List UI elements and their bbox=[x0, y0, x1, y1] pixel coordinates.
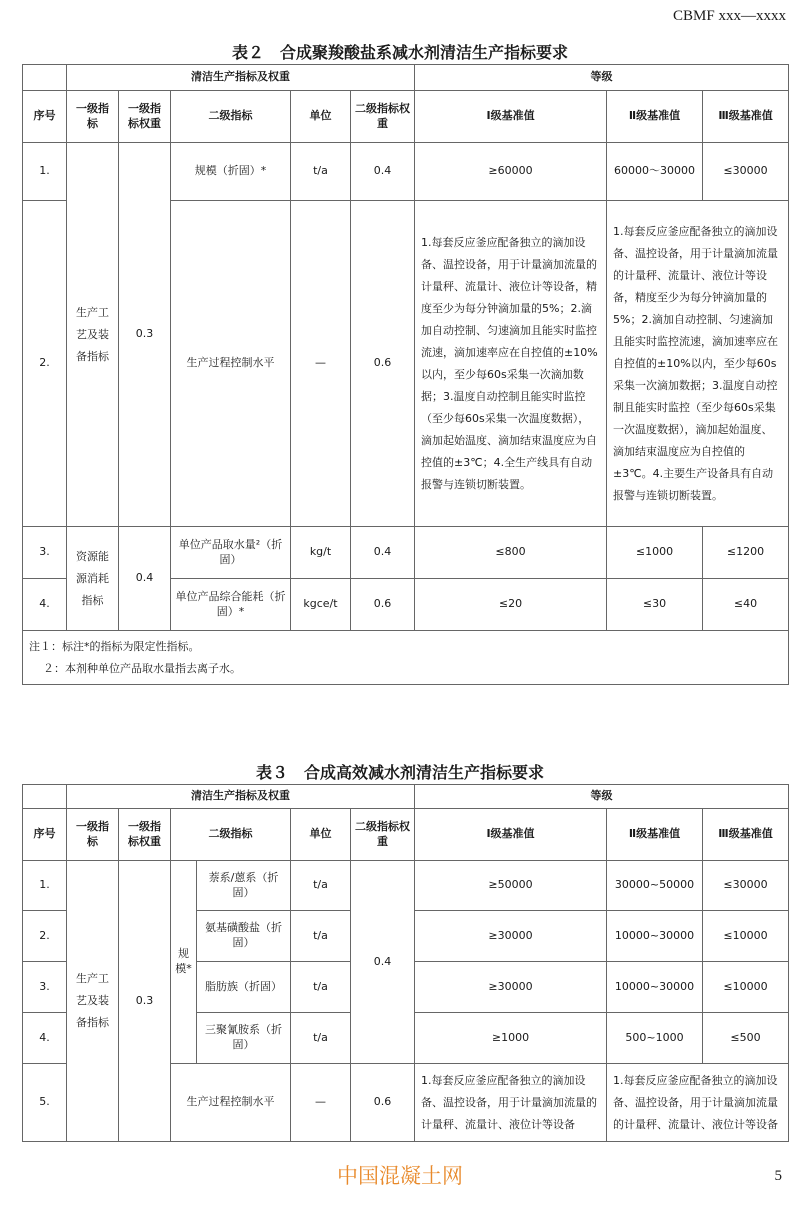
table2-grade-group-header: 等级 bbox=[415, 65, 789, 91]
table2 bbox=[22, 64, 789, 685]
grade2-value: 10000~30000 bbox=[607, 911, 703, 962]
table3-col-unit: 单位 bbox=[291, 809, 351, 861]
table2-notes bbox=[23, 631, 789, 685]
secondary-weight: 0.6 bbox=[351, 579, 415, 631]
unit: — bbox=[291, 1064, 351, 1142]
grade1-value: ≥30000 bbox=[415, 962, 607, 1013]
table2-note-1: 注１：标注*的指标为限定性指标。 bbox=[29, 639, 200, 653]
grade3-value: ≤30000 bbox=[703, 143, 789, 201]
unit: t/a bbox=[291, 962, 351, 1013]
table3-col-primary-weight: 一级指标权重 bbox=[119, 809, 171, 861]
grade2-value: 10000~30000 bbox=[607, 962, 703, 1013]
secondary-weight: 0.4 bbox=[351, 143, 415, 201]
row-seq: 4. bbox=[23, 579, 67, 631]
secondary-indicator: 生产过程控制水平 bbox=[171, 1064, 291, 1142]
page-number: 5 bbox=[774, 1168, 782, 1184]
row-seq: 5. bbox=[23, 1064, 67, 1142]
primary-weight: 0.3 bbox=[119, 143, 171, 527]
grade1-value: ≥50000 bbox=[415, 861, 607, 911]
row-seq: 3. bbox=[23, 527, 67, 579]
secondary-indicator: 氨基磺酸盐（折固） bbox=[197, 911, 291, 962]
grade3-value: ≤40 bbox=[703, 579, 789, 631]
watermark-brand: 中国混凝土网 bbox=[337, 1164, 463, 1188]
grade1-value: ≥1000 bbox=[415, 1013, 607, 1064]
grade1-value: ≤20 bbox=[415, 579, 607, 631]
secondary-indicator: 萘系/蒽系（折固） bbox=[197, 861, 291, 911]
grade2-value: ≤30 bbox=[607, 579, 703, 631]
unit: — bbox=[291, 201, 351, 527]
table3-col-grade3: Ⅲ级基准值 bbox=[703, 809, 789, 861]
row-seq: 4. bbox=[23, 1013, 67, 1064]
table-row bbox=[23, 143, 789, 201]
table3-col-seq: 序号 bbox=[23, 809, 67, 861]
unit: t/a bbox=[291, 143, 351, 201]
grade2-value: 500~1000 bbox=[607, 1013, 703, 1064]
secondary-weight: 0.4 bbox=[351, 861, 415, 1064]
grade2-value: 60000～30000 bbox=[607, 143, 703, 201]
secondary-indicator: 单位产品取水量²（折固） bbox=[171, 527, 291, 579]
grade1-value: ≤800 bbox=[415, 527, 607, 579]
table3-col-secondary-weight: 二级指标权重 bbox=[351, 809, 415, 861]
row-seq: 2. bbox=[23, 201, 67, 527]
table2-col-primary-weight: 一级指标权重 bbox=[119, 91, 171, 143]
row-seq: 3. bbox=[23, 962, 67, 1013]
unit: t/a bbox=[291, 861, 351, 911]
secondary-weight: 0.4 bbox=[351, 527, 415, 579]
table2-col-unit: 单位 bbox=[291, 91, 351, 143]
secondary-indicator: 三聚氰胺系（折固） bbox=[197, 1013, 291, 1064]
table3-col-primary: 一级指标 bbox=[67, 809, 119, 861]
grade3-value: ≤10000 bbox=[703, 962, 789, 1013]
table2-col-grade1: Ⅰ级基准值 bbox=[415, 91, 607, 143]
table2-note-2: ２：本剂种单位产品取水量指去离子水。 bbox=[43, 661, 241, 675]
unit: kg/t bbox=[291, 527, 351, 579]
table2-indicators-group-header: 清洁生产指标及权重 bbox=[67, 65, 415, 91]
scale-label: 规模* bbox=[171, 861, 197, 1064]
table2-col-grade3: Ⅲ级基准值 bbox=[703, 91, 789, 143]
grade2-value: ≤1000 bbox=[607, 527, 703, 579]
table3-seq-header bbox=[23, 785, 67, 809]
primary-weight: 0.4 bbox=[119, 527, 171, 631]
grade1-value: ≥60000 bbox=[415, 143, 607, 201]
table2-col-primary: 一级指标 bbox=[67, 91, 119, 143]
secondary-weight: 0.6 bbox=[351, 201, 415, 527]
row-seq: 1. bbox=[23, 861, 67, 911]
table3-grade-group-header: 等级 bbox=[415, 785, 789, 809]
table2-col-seq: 序号 bbox=[23, 91, 67, 143]
table2-col-secondary-weight: 二级指标权重 bbox=[351, 91, 415, 143]
primary-weight: 0.3 bbox=[119, 861, 171, 1142]
table2-seq-header bbox=[23, 65, 67, 91]
grade2-value: 30000~50000 bbox=[607, 861, 703, 911]
secondary-indicator: 生产过程控制水平 bbox=[171, 201, 291, 527]
secondary-indicator: 单位产品综合能耗（折固）* bbox=[171, 579, 291, 631]
primary-indicator: 生产工艺及装备指标 bbox=[67, 861, 119, 1142]
grade1-value: 1.每套反应釜应配备独立的滴加设备、温控设备，用于计量滴加流量的计量秤、流量计、液位计等设备 bbox=[415, 1064, 607, 1142]
grade3-value: ≤1200 bbox=[703, 527, 789, 579]
primary-indicator: 资源能源消耗指标 bbox=[67, 527, 119, 631]
grade3-value: ≤500 bbox=[703, 1013, 789, 1064]
secondary-weight: 0.6 bbox=[351, 1064, 415, 1142]
table3-col-grade1: Ⅰ级基准值 bbox=[415, 809, 607, 861]
unit: kgce/t bbox=[291, 579, 351, 631]
table2-col-secondary: 二级指标 bbox=[171, 91, 291, 143]
primary-indicator: 生产工艺及装备指标 bbox=[67, 143, 119, 527]
row-seq: 1. bbox=[23, 143, 67, 201]
secondary-indicator: 脂肪族（折固） bbox=[197, 962, 291, 1013]
grade3-value: ≤30000 bbox=[703, 861, 789, 911]
table2-title: 表２ 合成聚羧酸盐系减水剂清洁生产指标要求 bbox=[231, 43, 568, 62]
secondary-indicator: 规模（折固）* bbox=[171, 143, 291, 201]
grade1-value: ≥30000 bbox=[415, 911, 607, 962]
grade2-value: 1.每套反应釜应配备独立的滴加设备、温控设备，用于计量滴加流量的计量秤、流量计、液位计等设备，精度至少为每分钟滴加量的5%；2.滴加自动控制、匀速滴加且能实时监控流速，滴加速率应在自控值的±10%以内，至少每60s采集一次滴加数据；3.温度自动控制且能实时监控（至少每60s采集一次温度数据），滴加起始温度、滴加结束温度应为自控值的±3℃。4.主要生产设备具有自动报警与连锁切断装置。 bbox=[607, 201, 789, 527]
table3-col-grade2: Ⅱ级基准值 bbox=[607, 809, 703, 861]
table3-title: 表３ 合成高效减水剂清洁生产指标要求 bbox=[255, 763, 544, 782]
grade1-value: 1.每套反应釜应配备独立的滴加设备、温控设备，用于计量滴加流量的计量秤、流量计、液位计等设备，精度至少为每分钟滴加量的5%；2.滴加自动控制、匀速滴加且能实时监控流速，滴加速率应在自控值的±10%以内，至少每60s采集一次滴加数据；3.温度自动控制且能实时监控（至少每60s采集一次温度数据），滴加起始温度、滴加结束温度应为自控值的±3℃；4.全生产线具有自动报警与连锁切断装置。 bbox=[415, 201, 607, 527]
grade3-value: ≤10000 bbox=[703, 911, 789, 962]
document-code: CBMF xxx—xxxx bbox=[673, 8, 786, 24]
unit: t/a bbox=[291, 911, 351, 962]
table-row bbox=[23, 861, 789, 911]
row-seq: 2. bbox=[23, 911, 67, 962]
unit: t/a bbox=[291, 1013, 351, 1064]
table-row bbox=[23, 527, 789, 579]
grade2-value: 1.每套反应釜应配备独立的滴加设备、温控设备，用于计量滴加流量的计量秤、流量计、液位计等设备 bbox=[607, 1064, 789, 1142]
table3 bbox=[22, 784, 789, 1142]
table3-col-secondary: 二级指标 bbox=[171, 809, 291, 861]
table2-col-grade2: Ⅱ级基准值 bbox=[607, 91, 703, 143]
table3-indicators-group-header: 清洁生产指标及权重 bbox=[67, 785, 415, 809]
